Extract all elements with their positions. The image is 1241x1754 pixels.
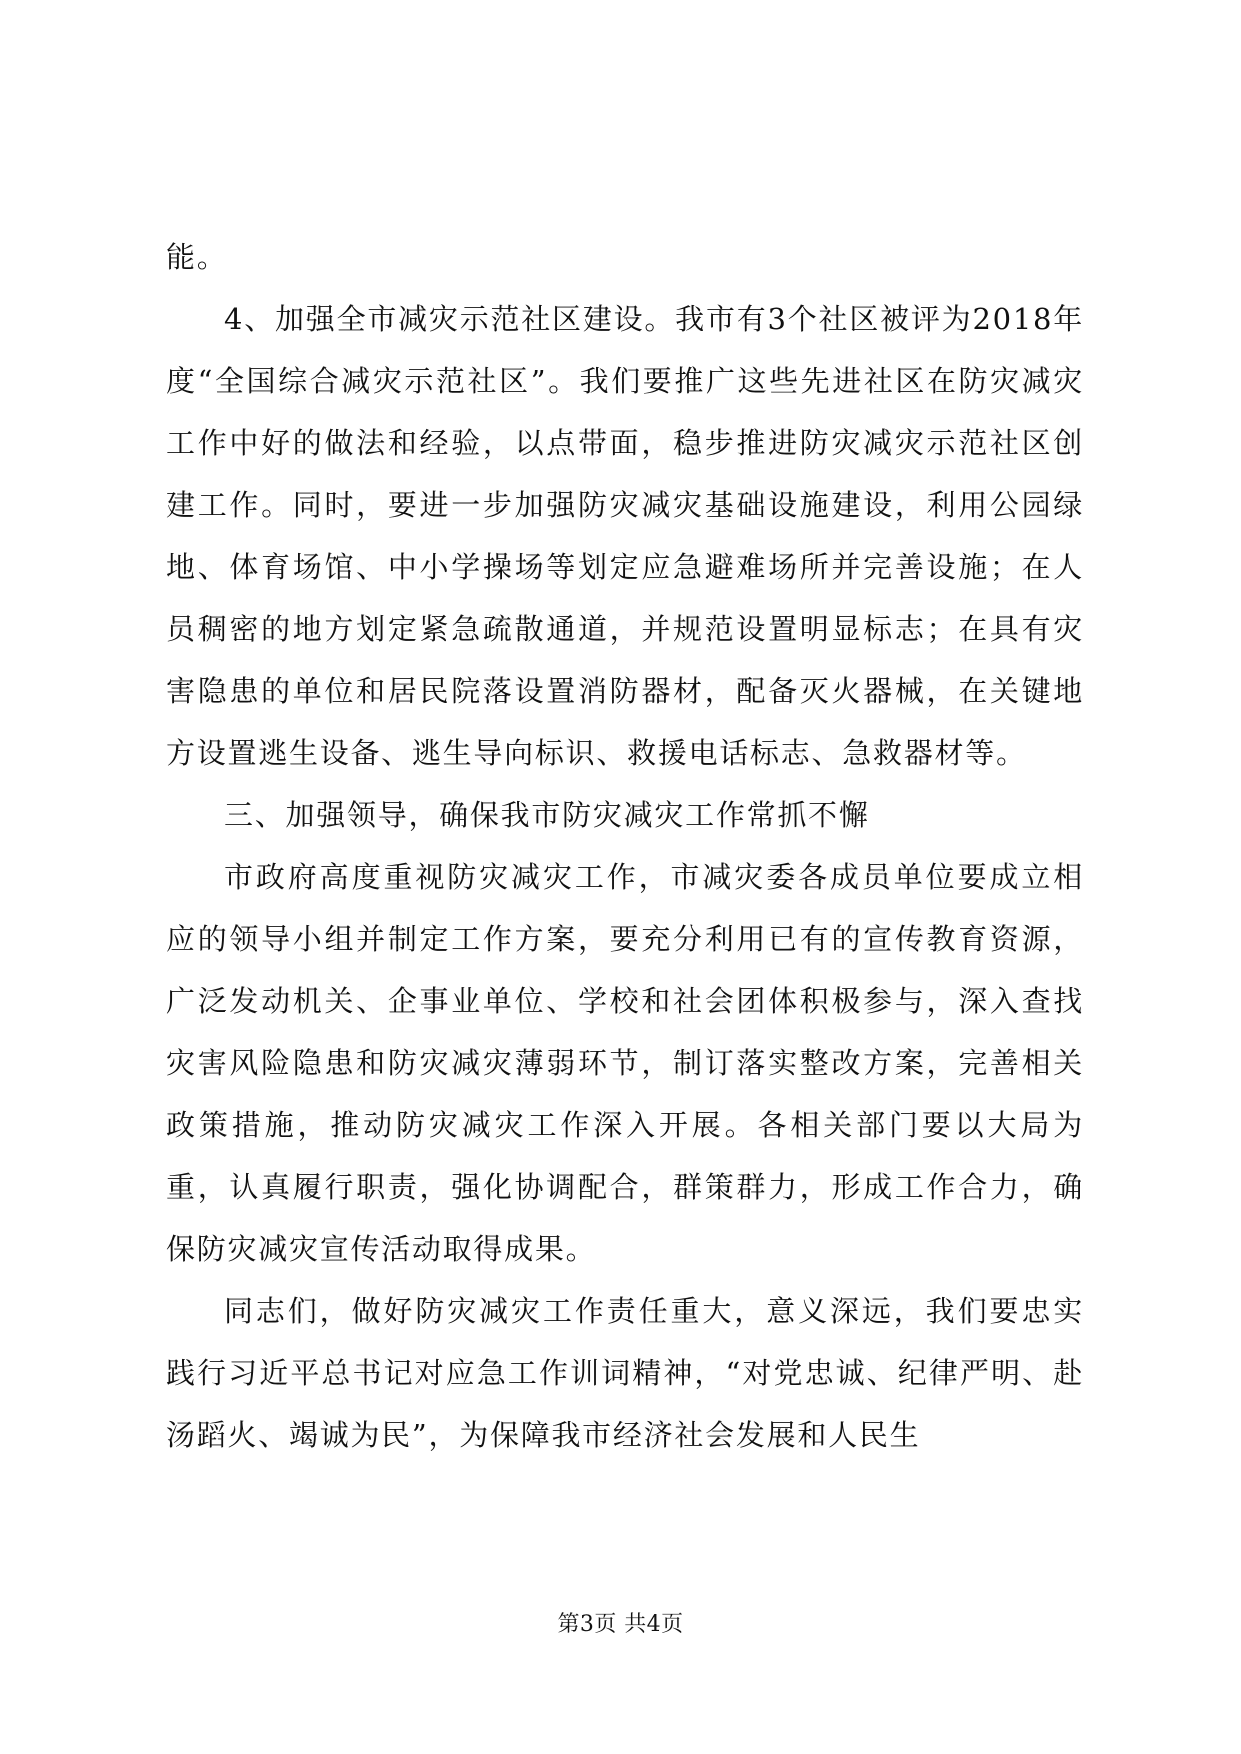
paragraph-leadership: 市政府高度重视防灾减灾工作，市减灾委各成员单位要成立相应的领导小组并制定工作方案，要充分利用已有的宣传教育资源，广泛发动机关、企事业单位、学校和社会团体积极参与，深入查找灾害风险隐患和防灾减灾薄弱环节，制订落实整改方案，完善相关政策措施，推动防灾减灾工作深入开展。各相关部门要以大局为重，认真履行职责，强化协调配合，群策群力，形成工作合力，确保防灾减灾宣传活动取得成果。	[166, 860, 1084, 1266]
section-heading-3: 三、加强领导，确保我市防灾减灾工作常抓不懈	[224, 798, 870, 832]
paragraph-closing: 同志们，做好防灾减灾工作责任重大，意义深远，我们要忠实践行习近平总书记对应急工作训词精神，“对党忠诚、纪律严明、赴汤蹈火、竭诚为民”，为保障我市经济社会发展和人民生	[166, 1294, 1084, 1452]
paragraph-item-4: 4、加强全市减灾示范社区建设。我市有3个社区被评为2018年度“全国综合减灾示范社区”。我们要推广这些先进社区在防灾减灾工作中好的做法和经验，以点带面，稳步推进防灾减灾示范社区创建工作。同时，要进一步加强防灾减灾基础设施建设，利用公园绿地、体育场馆、中小学操场等划定应急避难场所并完善设施；在人员稠密的地方划定紧急疏散通道，并规范设置明显标志；在具有灾害隐患的单位和居民院落设置消防器材，配备灭火器械，在关键地方设置逃生设备、逃生导向标识、救援电话标志、急救器材等。	[166, 302, 1084, 770]
document-body	[166, 226, 1084, 1466]
page-number-footer: 第3页 共4页	[557, 1612, 684, 1637]
paragraph-continuation: 能。	[166, 240, 228, 274]
